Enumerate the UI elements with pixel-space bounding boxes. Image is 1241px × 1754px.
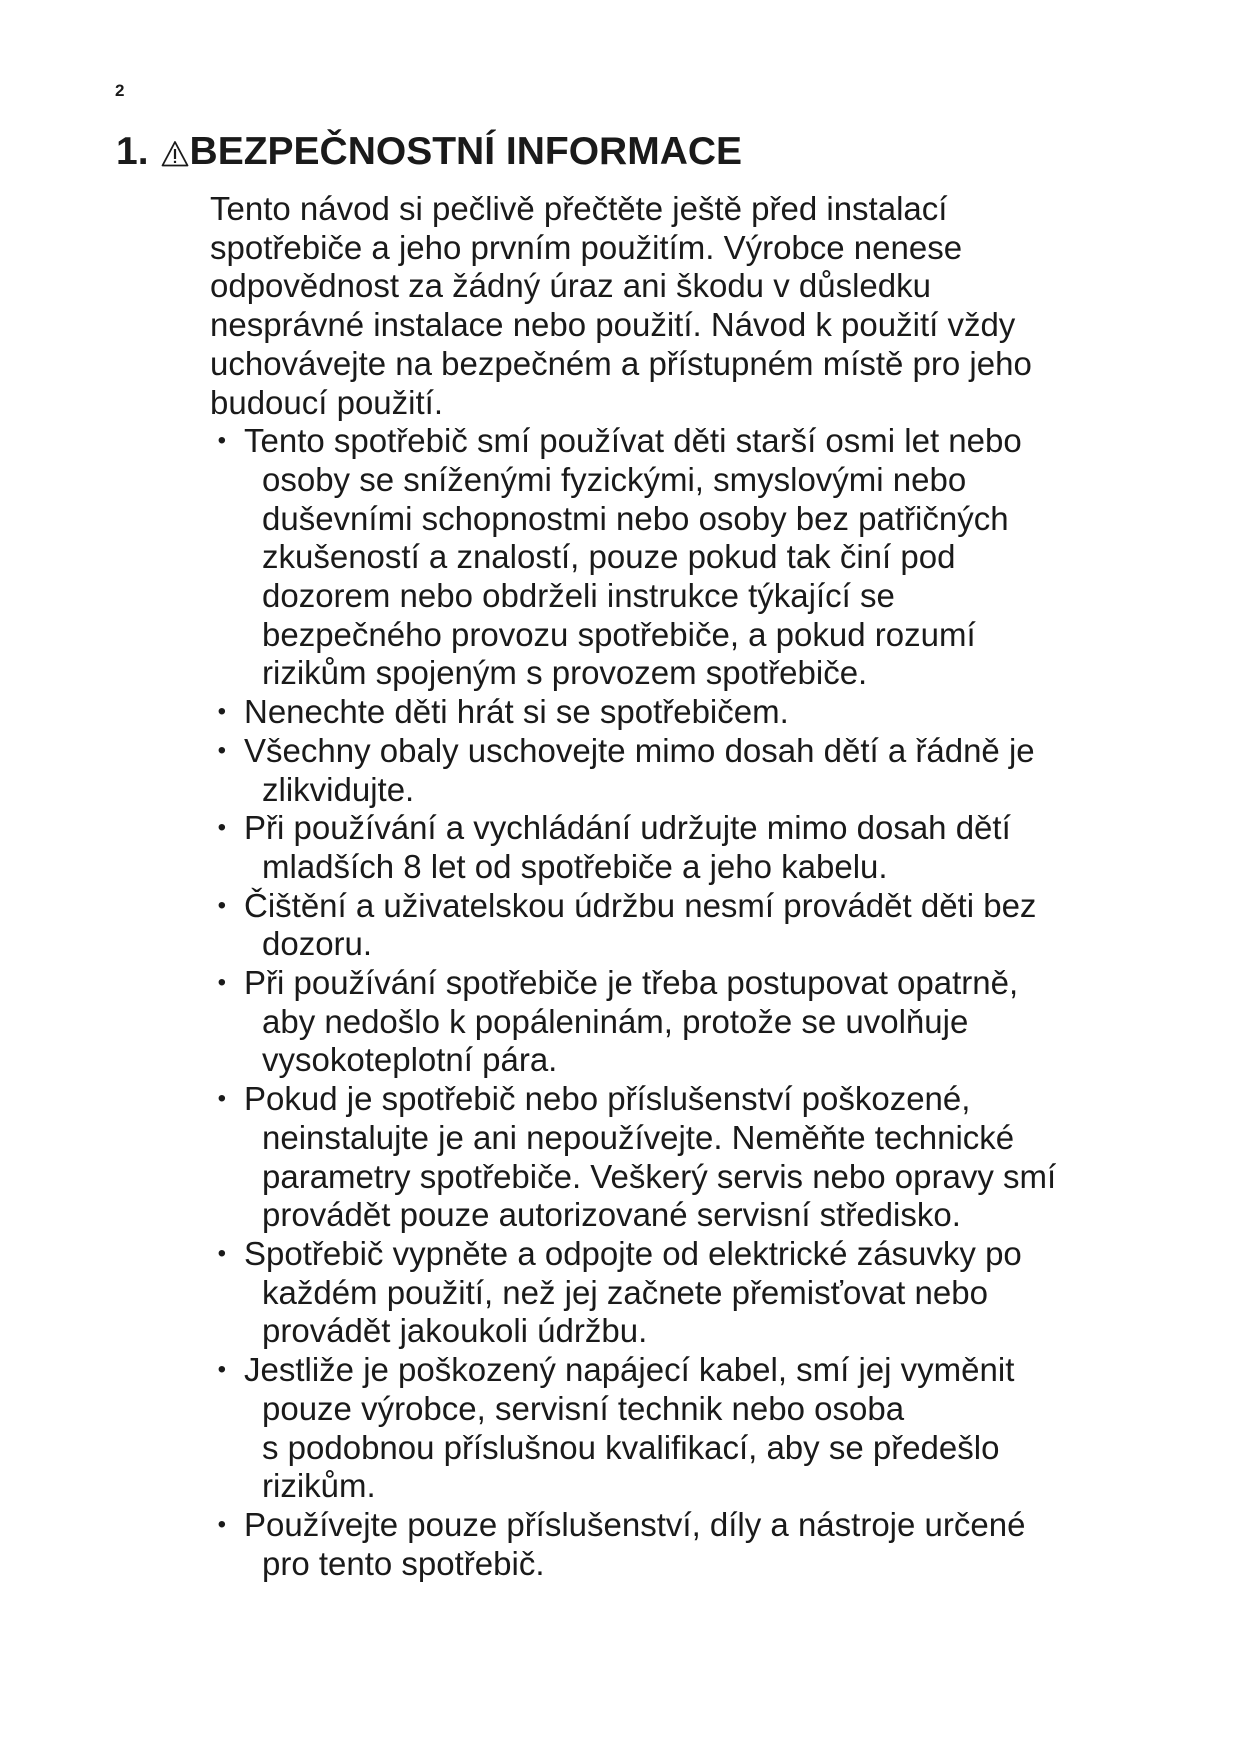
list-item (210, 422, 1150, 693)
item-line: zlikvidujte. (262, 770, 415, 808)
list-item (210, 1351, 1150, 1506)
item-line: aby nedošlo k popáleninám, protože se uvolňuje (262, 1002, 969, 1040)
bullet-icon: • (217, 698, 226, 726)
item-line: Čištění a uživatelskou údržbu nesmí provádět děti bez (244, 886, 1037, 924)
list-item (210, 732, 1150, 809)
bullet-icon: • (217, 891, 226, 919)
item-line: pro tento spotřebič. (262, 1544, 545, 1582)
section-number: 1. (116, 130, 149, 173)
bullet-icon: • (217, 736, 226, 764)
item-line: Nenechte děti hrát si se spotřebičem. (244, 693, 789, 731)
warning-triangle-icon (161, 140, 189, 168)
item-line: duševními schopnostmi nebo osoby bez patřičných (262, 499, 1009, 537)
intro-line: odpovědnost za žádný úraz ani škodu v důsledku (210, 267, 931, 305)
item-line: osoby se sníženými fyzickými, smyslovými nebo (262, 460, 967, 498)
item-line: pouze výrobce, servisní technik nebo osoba (262, 1389, 905, 1427)
item-line: Používejte pouze příslušenství, díly a nástroje určené (244, 1505, 1026, 1543)
section-title: BEZPEČNOSTNÍ INFORMACE (189, 130, 743, 173)
item-line: dozorem nebo obdrželi instrukce týkající se (262, 577, 895, 615)
list-item (210, 964, 1150, 1080)
intro-line: spotřebiče a jeho prvním použitím. Výrobce nenese (210, 228, 963, 266)
safety-list (210, 422, 1150, 1583)
bullet-icon: • (217, 1239, 226, 1267)
item-line: parametry spotřebiče. Veškerý servis nebo opravy smí (262, 1157, 1057, 1195)
list-item (210, 693, 1150, 732)
page-number: 2 (115, 81, 125, 100)
item-line: neinstalujte je ani nepoužívejte. Neměňte technické (262, 1118, 1015, 1156)
safety-content (210, 190, 1150, 1583)
item-line: každém použití, než jej začnete přemisťovat nebo (262, 1273, 988, 1311)
bullet-icon: • (217, 814, 226, 842)
item-line: Jestliže je poškozený napájecí kabel, smí jej vyměnit (244, 1351, 1015, 1389)
item-line: s podobnou příslušnou kvalifikací, aby se předešlo (262, 1428, 1000, 1466)
item-line: vysokoteplotní pára. (262, 1041, 558, 1079)
item-line: Všechny obaly uschovejte mimo dosah dětí a řádně je (244, 731, 1035, 769)
item-line: provádět pouze autorizované servisní středisko. (262, 1196, 961, 1234)
intro-line: Tento návod si pečlivě přečtěte ještě před instalací (210, 190, 948, 227)
intro-line: uchovávejte na bezpečném a přístupném místě pro jeho (210, 344, 1032, 382)
item-line: rizikům. (262, 1467, 376, 1505)
intro-paragraph (210, 190, 1150, 422)
bullet-icon: • (217, 1085, 226, 1113)
item-line: zkušeností a znalostí, pouze pokud tak činí pod (262, 538, 956, 576)
list-item (210, 1235, 1150, 1351)
item-line: Tento spotřebič smí používat děti starší osmi let nebo (244, 422, 1022, 460)
intro-line: nesprávné instalace nebo použití. Návod k použití vždy (210, 306, 1016, 344)
bullet-icon: • (217, 427, 226, 455)
bullet-icon: • (217, 1356, 226, 1384)
bullet-icon: • (217, 1510, 226, 1538)
intro-line: budoucí použití. (210, 383, 443, 421)
bullet-icon: • (217, 969, 226, 997)
item-line: rizikům spojeným s provozem spotřebiče. (262, 654, 868, 692)
item-line: provádět jakoukoli údržbu. (262, 1312, 648, 1350)
section-heading (116, 128, 742, 176)
item-line: Při používání spotřebiče je třeba postupovat opatrně, (244, 964, 1019, 1002)
item-line: mladších 8 let od spotřebiče a jeho kabelu. (262, 847, 888, 885)
item-line: dozoru. (262, 925, 373, 963)
item-line: Pokud je spotřebič nebo příslušenství poškozené, (244, 1080, 971, 1118)
item-line: Při používání a vychládání udržujte mimo dosah dětí (244, 809, 1011, 847)
item-line: bezpečného provozu spotřebiče, a pokud rozumí (262, 615, 976, 653)
list-item (210, 1506, 1150, 1583)
list-item (210, 1080, 1150, 1235)
list-item (210, 887, 1150, 964)
list-item (210, 809, 1150, 886)
item-line: Spotřebič vypněte a odpojte od elektrické zásuvky po (244, 1234, 1022, 1272)
